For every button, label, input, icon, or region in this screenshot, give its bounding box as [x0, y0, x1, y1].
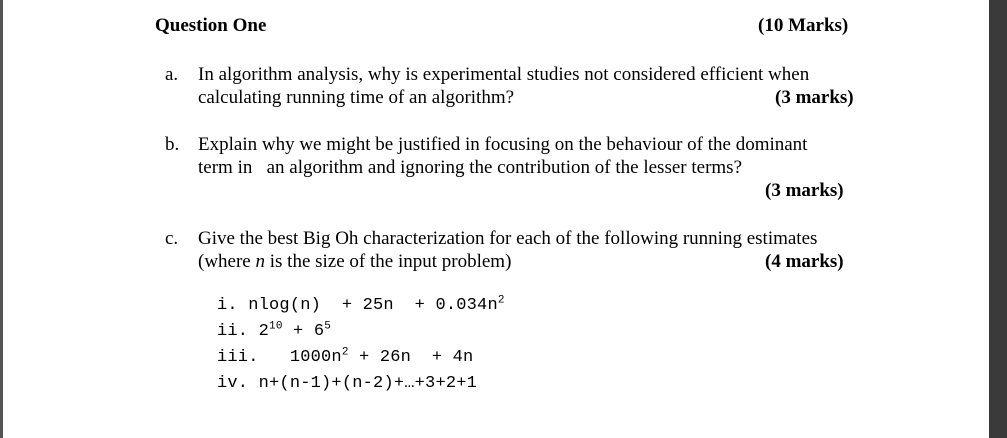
expression-iii: iii. $1000n^2 + 26n + 4n$ — [217, 346, 474, 367]
variable-n: n — [255, 251, 265, 272]
left-border — [0, 0, 3, 438]
expression-i: i. $nlog(n) + 25n + 0.034n^2$ — [217, 294, 505, 315]
expression-ii: ii. $2^{10} + 6^5$ — [217, 320, 332, 341]
item-b-letter: b. — [165, 134, 180, 155]
item-a-marks: (3 marks) — [775, 87, 854, 108]
right-border — [989, 0, 1007, 438]
item-a-letter: a. — [165, 64, 179, 85]
item-a-line2: calculating running time of an algorithm? — [198, 87, 515, 108]
item-b-line1: Explain why we might be justified in focusing on the behaviour of the dominant — [198, 134, 808, 155]
item-c-line1: Give the best Big Oh characterization for each of the following running estimates — [198, 228, 818, 249]
expression-iv: iv. n+(n-1)+(n-2)+…+3+2+1 — [217, 374, 478, 393]
item-c-line2: (where n is the size of the input problem) — [198, 251, 512, 272]
item-b-marks: (3 marks) — [765, 180, 844, 201]
item-a-line1: In algorithm analysis, why is experimental studies not considered efficient when — [198, 64, 810, 85]
item-c-letter: c. — [165, 228, 179, 249]
question-marks: (10 Marks) — [758, 15, 849, 36]
item-c-marks: (4 marks) — [765, 251, 844, 272]
question-title: Question One — [155, 15, 267, 36]
item-b-line2: term in an algorithm and ignoring the contribution of the lesser terms? — [198, 157, 743, 178]
